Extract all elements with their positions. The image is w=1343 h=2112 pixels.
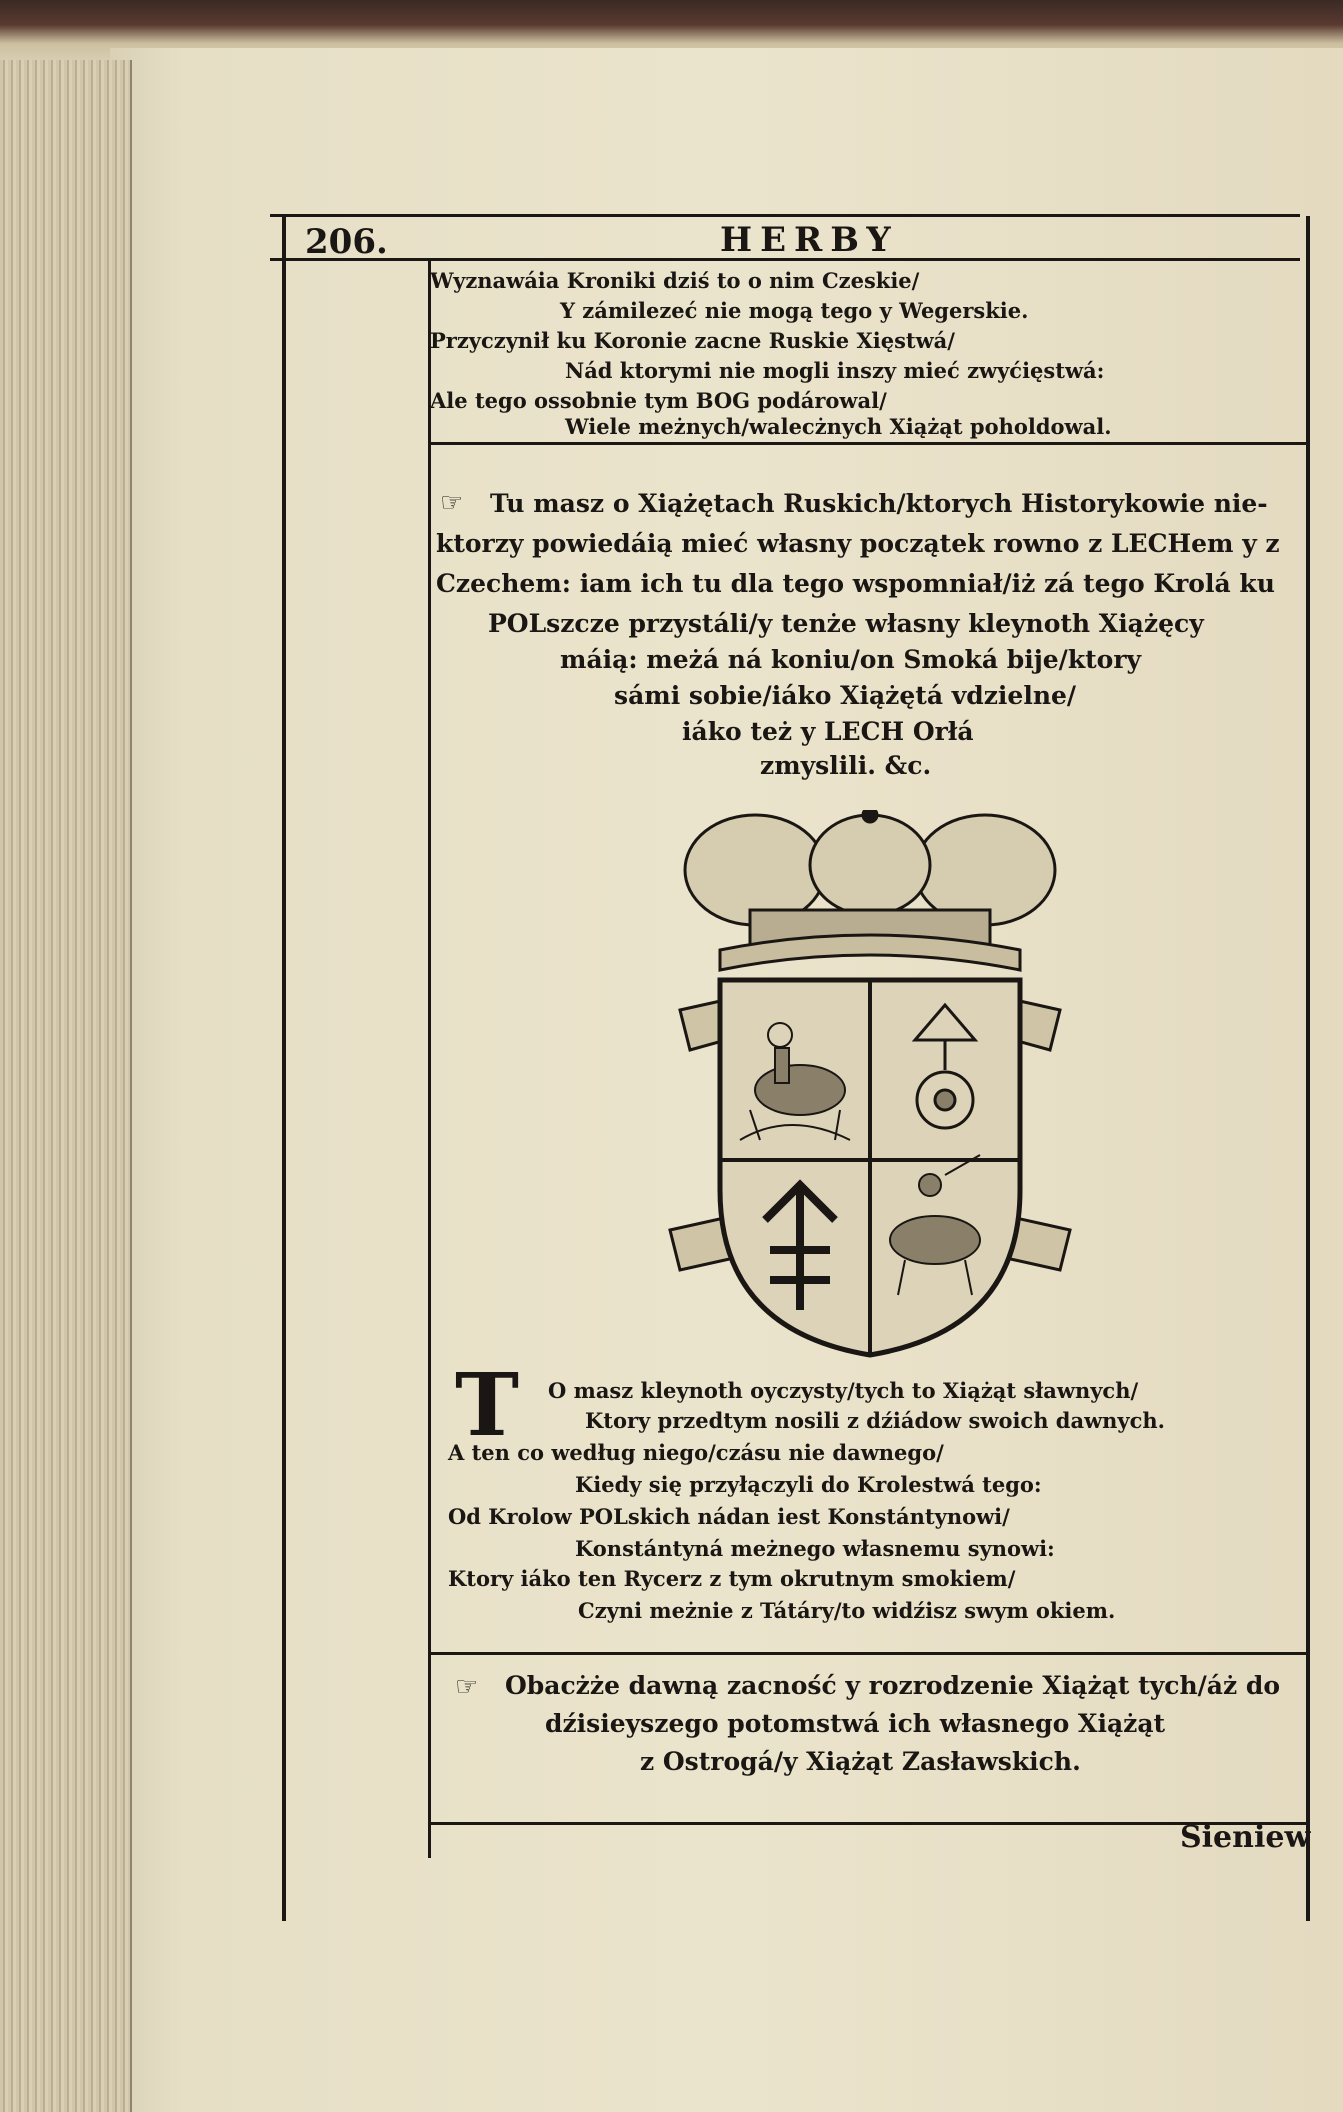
prose-line: sámi sobie/iáko Xiążętá vdzielne/ <box>614 681 1077 710</box>
page-number: 206. <box>305 222 388 262</box>
closing-note-rule <box>428 1652 1306 1655</box>
pointing-hand-icon: ☞ <box>440 488 464 518</box>
prose-line: POLszcze przystáli/y tenże własny kleynoth Xiążęcy <box>488 609 1204 638</box>
closing-note-line: dźisieyszego potomstwá ich własnego Xiążąt <box>545 1709 1166 1738</box>
verse-underline <box>428 442 1306 445</box>
prose-line: Czechem: iam ich tu dla tego wspomniał/iż zá tego Krolá ku <box>436 569 1275 598</box>
verse-line: Ktory przedtym nosili z dźiádow swoich dawnych. <box>585 1408 1165 1433</box>
crown-icon <box>685 810 1055 970</box>
right-rule <box>1306 216 1310 1921</box>
verse-line: A ten co według niego/czásu nie dawnego/ <box>448 1440 944 1465</box>
verse-line: Czyni meżnie z Tátáry/to widźisz swym okiem. <box>578 1598 1116 1623</box>
verse-line: Y zámilezeć nie mogą tego y Wegerskie. <box>560 298 1029 323</box>
prose-line: iáko też y LECH Orłá <box>682 717 974 746</box>
verse-line: Ale tego ossobnie tym BOG podárowal/ <box>430 388 887 413</box>
verse-line: Ktory iáko ten Rycerz z tym okrutnym smokiem/ <box>448 1566 1016 1591</box>
decorated-initial: T <box>455 1355 519 1456</box>
closing-note-line: z Ostrogá/y Xiążąt Zasławskich. <box>640 1747 1081 1776</box>
prose-line: Tu masz o Xiążętach Ruskich/ktorych Historykowie nie- <box>490 489 1268 518</box>
coat-of-arms-woodcut <box>660 810 1080 1370</box>
prose-line: ktorzy powiedáią mieć własny początek rowno z LECHem y z <box>436 529 1280 558</box>
top-rule <box>270 214 1300 217</box>
prose-line: máią: meżá ná koniu/on Smoká bije/ktory <box>560 645 1142 674</box>
verse-line: Nád ktorymi nie mogli inszy mieć zwyćięstwá: <box>565 358 1105 383</box>
verse-line: Kiedy się przyłączyli do Krolestwá tego: <box>575 1472 1042 1497</box>
closing-note-line: Obacżże dawną zacność y rozrodzenie Xiążąt tych/áż do <box>505 1671 1281 1700</box>
running-title: HERBY <box>720 220 899 260</box>
prose-line: zmyslili. &c. <box>760 751 932 780</box>
left-outer-rule <box>282 216 286 1921</box>
verse-line: Konstántyná meżnego własnemu synowi: <box>575 1536 1055 1561</box>
verse-line: Wyznawáia Kroniki dziś to o nim Czeskie/ <box>430 268 920 293</box>
verse-line: Wiele meżnych/walecżnych Xiążąt poholdowal. <box>565 414 1112 439</box>
catchword: Sieniew <box>1180 1820 1311 1855</box>
left-inner-rule <box>428 258 431 1858</box>
verse-line: O masz kleynoth oyczysty/tych to Xiążąt sławnych/ <box>548 1378 1139 1403</box>
page-edges <box>0 60 132 2112</box>
pointing-hand-icon: ☞ <box>455 1672 479 1702</box>
bottom-rule <box>428 1822 1306 1825</box>
verse-line: Od Krolow POLskich nádan iest Konstántynowi/ <box>448 1504 1010 1529</box>
verse-line: Przyczynił ku Koronie zacne Ruskie Xięstwá/ <box>430 328 955 353</box>
